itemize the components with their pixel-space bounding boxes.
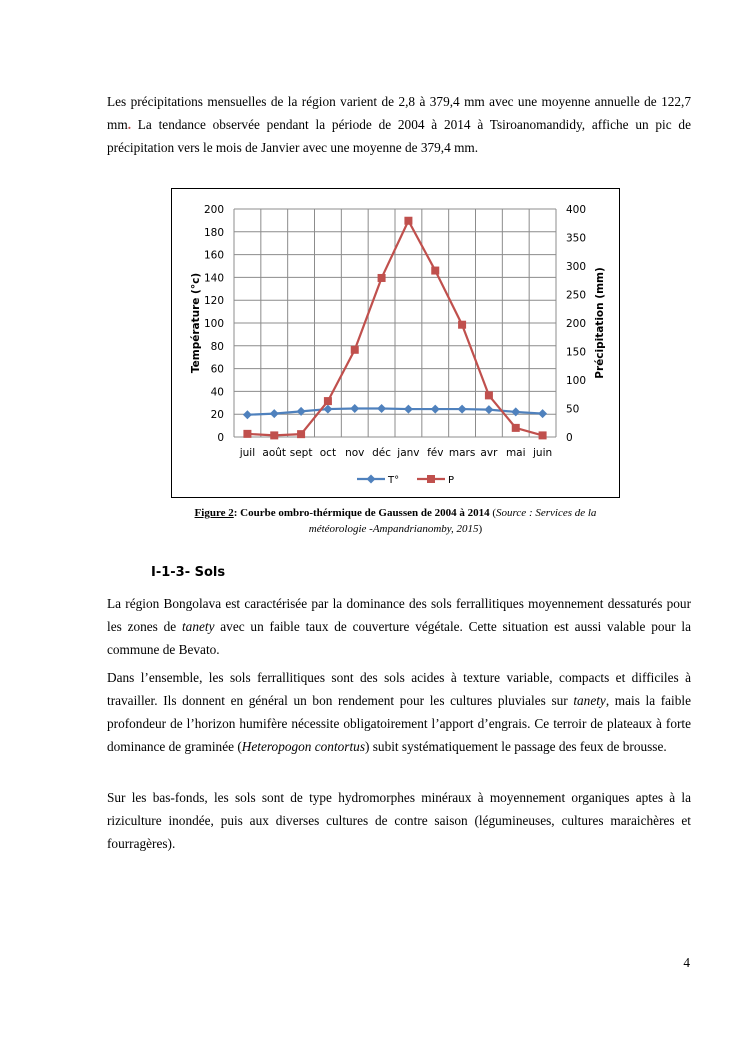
tick-label-left: 180 xyxy=(203,226,224,239)
tick-label-x: mai xyxy=(505,447,526,459)
tick-label-x: juin xyxy=(533,447,553,459)
data-point-P xyxy=(431,267,439,275)
data-point-P xyxy=(458,321,466,329)
y-axis-title-right: Précipitation (mm) xyxy=(594,267,606,379)
tick-label-x: janv xyxy=(397,447,420,459)
data-point-P xyxy=(297,430,305,438)
intro-text-end: La tendance observée pendant la période de 2004 à 2014 à Tsiroanomandidy, affiche un pic de précipitation vers le mois de Janvier avec une moyenne de 379,4 mm. xyxy=(107,117,691,155)
tick-label-right: 250 xyxy=(566,289,587,302)
data-point-P xyxy=(512,424,520,432)
legend-marker-T° xyxy=(367,475,376,484)
data-point-T° xyxy=(538,409,547,418)
data-point-T° xyxy=(377,404,386,413)
tick-label-left: 0 xyxy=(217,432,224,444)
data-point-T° xyxy=(243,410,252,419)
tick-label-x: avr xyxy=(480,447,498,459)
tick-label-left: 100 xyxy=(203,318,224,330)
caption-source: : Services de la météorologie -Ampandrianomby, 2015 xyxy=(308,507,597,535)
legend-marker-P xyxy=(427,475,435,483)
sols-2-species: Heteropogon contortus xyxy=(241,739,365,754)
sols-1-text-end: avec un faible taux de couverture végétale. Cette situation est aussi valable pour la commune de Bevato. xyxy=(107,619,691,657)
data-point-P xyxy=(378,274,386,282)
sols-2-text: Dans l’ensemble, les sols ferrallitiques sont des sols acides à texture variable, compacts et difficiles à travailler. Ils donnent en général un bon rendement pour les cultures pluviales sur xyxy=(107,670,691,708)
tick-label-right: 0 xyxy=(566,432,573,444)
data-point-T° xyxy=(404,405,413,414)
sols-2-text-mid: , mais la faible profondeur de l’horizon humifère nécessite obligatoirement l’apport d’engrais. Ce terroir de plateaux à forte dominance de graminée ( xyxy=(107,693,691,754)
tick-label-right: 300 xyxy=(566,261,587,273)
caption-paren-open: ( xyxy=(489,507,497,519)
sols-2-text-end: ) subit systématiquement le passage des feux de brousse. xyxy=(365,739,667,754)
tick-label-left: 20 xyxy=(210,409,224,422)
data-point-P xyxy=(485,391,493,399)
caption-label: Figure 2 xyxy=(194,507,234,519)
data-point-P xyxy=(243,430,251,438)
tick-label-left: 200 xyxy=(203,204,224,216)
section-heading: I-1-3- Sols xyxy=(151,565,226,580)
caption-source-word: Source xyxy=(496,507,527,519)
y-axis-title-left: Température (°c) xyxy=(190,272,202,374)
sols-1-tanety: tanety xyxy=(181,619,215,634)
tick-label-x: oct xyxy=(319,447,337,459)
data-point-T° xyxy=(270,409,279,418)
data-point-T° xyxy=(350,404,359,413)
tick-label-left: 40 xyxy=(210,386,224,399)
tick-label-x: juil xyxy=(239,447,256,459)
tick-label-left: 80 xyxy=(210,340,224,353)
tick-label-right: 400 xyxy=(566,204,587,216)
tick-label-x: déc xyxy=(372,447,392,459)
caption-title: : Courbe ombro-thérmique de Gaussen de 2004 à 2014 xyxy=(233,507,490,519)
sols-2-tanety: tanety xyxy=(573,693,606,708)
data-point-T° xyxy=(484,405,493,414)
data-point-P xyxy=(539,431,547,439)
data-point-T° xyxy=(511,407,520,416)
tick-label-right: 350 xyxy=(566,232,587,245)
tick-label-left: 120 xyxy=(203,295,224,308)
tick-label-right: 50 xyxy=(566,403,580,416)
tick-label-left: 160 xyxy=(203,249,224,262)
sols-paragraph-2 xyxy=(107,666,691,758)
intro-paragraph xyxy=(107,90,691,159)
intro-dot: . xyxy=(127,117,132,132)
data-point-T° xyxy=(431,405,440,414)
sols-paragraph-3: Sur les bas-fonds, les sols sont de type hydromorphes minéraux à moyennement organiques aptes à la riziculture inondée, puis aux diverses cultures de contre saison (légumineuses, cultures maraichères et fourragères). xyxy=(107,790,691,851)
legend-label-P: P xyxy=(448,475,455,486)
tick-label-x: mars xyxy=(448,447,476,459)
data-point-P xyxy=(324,397,332,405)
data-point-P xyxy=(404,217,412,225)
ombrothermic-chart xyxy=(171,188,620,498)
page-number: 4 xyxy=(683,955,690,970)
tick-label-right: 150 xyxy=(566,346,587,359)
tick-label-right: 200 xyxy=(566,318,587,330)
tick-label-left: 60 xyxy=(210,363,224,376)
tick-label-x: août xyxy=(262,447,287,459)
intro-text: Les précipitations mensuelles de la région varient de 2,8 à 379,4 mm avec une moyenne annuelle de 122,7 mm xyxy=(107,94,691,132)
tick-label-x: nov xyxy=(345,447,365,459)
data-point-T° xyxy=(458,405,467,414)
tick-label-left: 140 xyxy=(203,272,224,285)
tick-label-x: sept xyxy=(289,447,313,459)
tick-label-right: 100 xyxy=(566,375,587,387)
chart-svg xyxy=(172,189,619,497)
sols-1-text: La région Bongolava est caractérisée par la dominance des sols ferrallitiques moyennement dessaturés pour les zones de xyxy=(107,596,691,634)
tick-label-x: fév xyxy=(427,447,444,459)
data-point-P xyxy=(351,346,359,354)
caption-paren-close: ) xyxy=(478,523,483,535)
figure-caption xyxy=(171,505,620,537)
data-point-P xyxy=(270,431,278,439)
legend-label-T°: T° xyxy=(388,475,400,486)
sols-paragraph-1 xyxy=(107,592,691,661)
